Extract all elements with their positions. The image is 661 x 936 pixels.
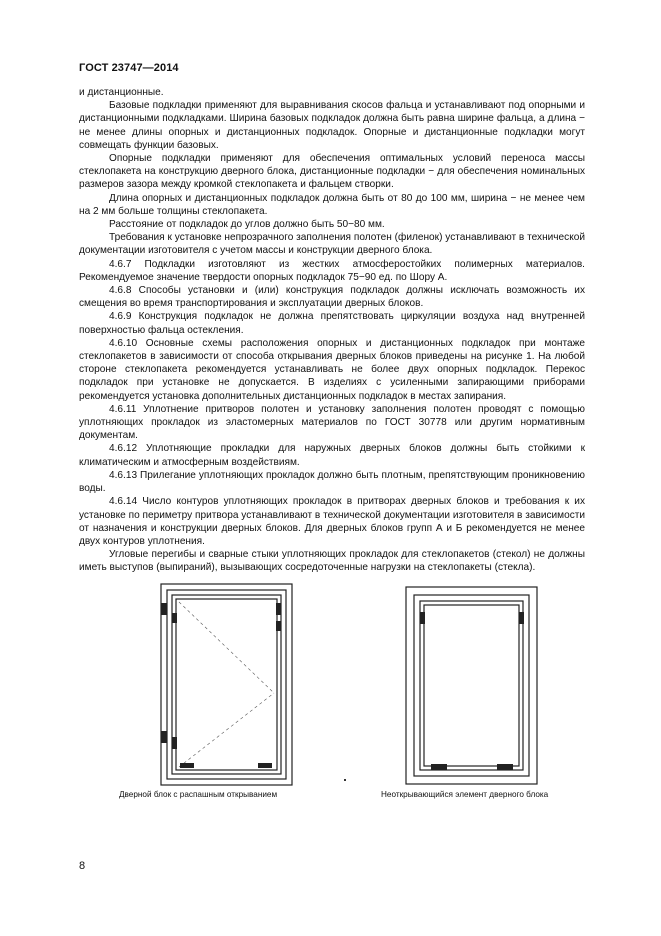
page-number: 8 bbox=[79, 860, 86, 872]
paragraph: 4.6.9 Конструкция подкладок не должна препятствовать циркуляции воздуха над внутренней поверхностью фальца остекления. bbox=[79, 311, 585, 336]
paragraph: Базовые подкладки применяют для выравнивания скосов фальца и устанавливают под опорными и дистанционными подкладками. Ширина базовых подкладок должна быть равна ширине фальца, а длина − не менее длины опорных и дистанционных подкладок. Опорные и дистанционные подкладки могут совмещать функции базовых. bbox=[79, 100, 585, 151]
paragraph: 4.6.7 Подкладки изготовляют из жестких атмосферостойких полимерных материалов. Рекомендуемое значение твердости опорных подкладок 75−90 ед. по Шору А. bbox=[79, 258, 585, 283]
figure-swing-door bbox=[160, 583, 293, 786]
paragraph: 4.6.12 Уплотняющие прокладки для наружных дверных блоков должны быть стойкими к климатическим и атмосферным воздействиям. bbox=[79, 443, 585, 468]
stray-mark bbox=[344, 779, 346, 781]
document-header: ГОСТ 23747—2014 bbox=[79, 62, 179, 74]
paragraph: 4.6.13 Прилегание уплотняющих прокладок должно быть плотным, препятствующим проникновению воды. bbox=[79, 469, 585, 495]
left-figure-caption: Дверной блок с распашным открыванием bbox=[119, 790, 278, 799]
paragraph: 4.6.14 Число контуров уплотняющих прокладок в притворах дверных блоков и требования к их установке по периметру притвора устанавливают в технической документации изготовителя в зависимости от назначения и конструкции дверных блоков. Для дверных блоков групп А и Б рекомендуется не менее двух контуров уплотнения. bbox=[79, 496, 585, 547]
paragraph: и дистанционные. bbox=[79, 87, 164, 98]
body-text bbox=[79, 86, 585, 575]
paragraph: Угловые перегибы и сварные стыки уплотняющих прокладок для стеклопакетов (стекол) не должны иметь выступов (выпираний), вызывающих сосредоточенные нагрузки на стеклопакеты (стекла). bbox=[79, 549, 585, 574]
paragraph: Требования к установке непрозрачного заполнения полотен (филенок) устанавливают в технической документации изготовителя с учетом массы и конструкции дверного блока. bbox=[79, 232, 585, 257]
paragraph: 4.6.11 Уплотнение притворов полотен и установку заполнения полотен проводят с помощью уплотняющих прокладок из эластомерных материалов по ГОСТ 30778 или другим нормативным документам. bbox=[79, 403, 585, 442]
figure-fixed-element bbox=[405, 586, 538, 785]
paragraph: Расстояние от подкладок до углов должно быть 50−80 мм. bbox=[109, 219, 385, 231]
right-figure-caption: Неоткрывающийся элемент дверного блока bbox=[381, 790, 549, 799]
paragraph: Опорные подкладки применяют для обеспечения оптимальных условий переноса массы стеклопакета на конструкцию дверного блока, дистанционные подкладки − для обеспечения номинальных размеров зазора между кромкой стеклопакета и фальцем створки. bbox=[79, 153, 585, 191]
paragraph: Длина опорных и дистанционных подкладок должна быть от 80 до 100 мм, ширина − не менее чем на 2 мм больше толщины стеклопакета. bbox=[79, 192, 585, 217]
paragraph: 4.6.10 Основные схемы расположения опорных и дистанционных подкладок при монтаже стеклопакетов в зависимости от способа открывания дверных блоков приведены на рисунке 1. На любой стороне стеклопакета рекомендуется устанавливать не более двух опорных подкладок. Перекос подкладок при установке не допускается. В изделиях с усиленными запирающими приборами рекомендуется установка дополнительных дистанционных подкладок в местах запирания. bbox=[79, 337, 585, 402]
paragraph: 4.6.8 Способы установки и (или) конструкция подкладок должны исключать возможность их смещения во время транспортирования и эксплуатации дверных блоков. bbox=[79, 285, 585, 310]
